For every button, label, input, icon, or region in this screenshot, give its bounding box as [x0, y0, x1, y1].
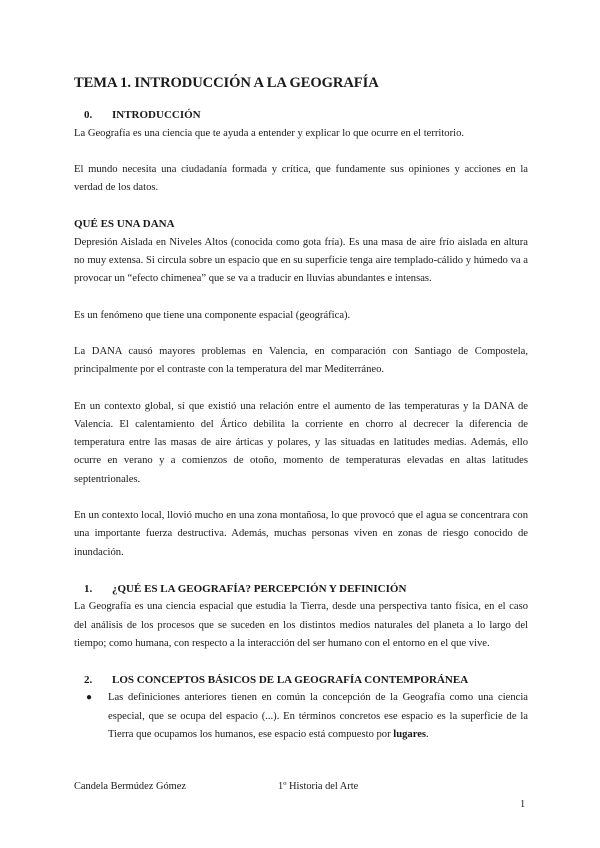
- paragraph: La DANA causó mayores problemas en Valencia, en comparación con Santiago de Compostela, principalmente por el contraste con la temperatura del mar Mediterráneo.: [74, 345, 528, 376]
- section-number: 1.: [84, 582, 93, 595]
- section-number: 2.: [84, 674, 93, 687]
- paragraph: En un contexto local, llovió mucho en una zona montañosa, lo que provocó que el agua se concentrara con una importante fuerza destructiva. Además, muchas personas viven en zonas de riesgo conocido de inundación.: [74, 510, 528, 558]
- section-number: 0.: [84, 109, 93, 122]
- section-title: LOS CONCEPTOS BÁSICOS DE LA GEOGRAFÍA CONTEMPORÁNEA: [112, 674, 469, 687]
- page-title: TEMA 1. INTRODUCCIÓN A LA GEOGRAFÍA: [74, 75, 379, 91]
- paragraph: En un contexto global, sí que existió una relación entre el aumento de las temperaturas y la DANA de Valencia. El calentamiento del Ártico debilita la corriente en chorro al decrecer la diferencia de temperatura entre las masas de aire árticas y polares, y las situadas en latitudes medias. Además, ello ocurre en verano y a comienzos de otoño, momento de temperaturas elevadas en altas latitudes septentrionales.: [74, 400, 528, 485]
- page-number: 1: [520, 799, 526, 810]
- bullet-dot-icon: ●: [86, 692, 93, 704]
- section-heading-intro: [74, 106, 528, 124]
- bullet-list: [74, 689, 528, 744]
- footer-author: Candela Bermúdez Gómez: [74, 781, 186, 792]
- paragraph: El mundo necesita una ciudadanía formada y crítica, que fundamente sus opiniones y acciones en la verdad de los datos.: [74, 163, 528, 194]
- list-item-end: .: [426, 729, 429, 741]
- paragraph: La Geografía es una ciencia espacial que estudia la Tierra, desde una perspectiva tanto física, en el caso del análisis de los procesos que se suceden en los distintos medios naturales del planeta a lo largo del tiempo; como humana, con respecto a la interacción del ser humano con el entorno en el que vive.: [74, 601, 528, 649]
- section-heading-1: [74, 580, 528, 598]
- section-heading-2: [74, 671, 528, 689]
- list-item-bold: lugares: [393, 729, 427, 741]
- section-title: INTRODUCCIÓN: [112, 109, 201, 122]
- footer-course: 1º Historia del Arte: [278, 781, 359, 792]
- paragraph: La Geografía es una ciencia que te ayuda a entender y explicar lo que ocurre en el territorio.: [74, 127, 465, 139]
- paragraph: Depresión Aislada en Niveles Altos (conocida como gota fría). Es una masa de aire frío aislada en altura no muy extensa. Si circula sobre un espacio que en su superficie tenga aire templado-cálido y húmedo va a provocar un “efecto chimenea” que se va a traducir en lluvias abundantes e intensas.: [74, 236, 528, 285]
- subheading-dana: QUÉ ES UNA DANA: [74, 218, 175, 231]
- document-body: [74, 74, 528, 744]
- list-item-text: Las definiciones anteriores tienen en común la concepción de la Geografía como una ciencia especial, que se ocupa del espacio (...). En términos concretos ese espacio es la superficie de la Tierra que ocupamos los humanos, ese espacio está compuesto por: [108, 692, 528, 741]
- paragraph: Es un fenómeno que tiene una componente espacial (geográfica).: [74, 309, 351, 321]
- list-item: [74, 689, 528, 744]
- section-title: ¿QUÉ ES LA GEOGRAFÍA? PERCEPCIÓN Y DEFINICIÓN: [112, 582, 407, 595]
